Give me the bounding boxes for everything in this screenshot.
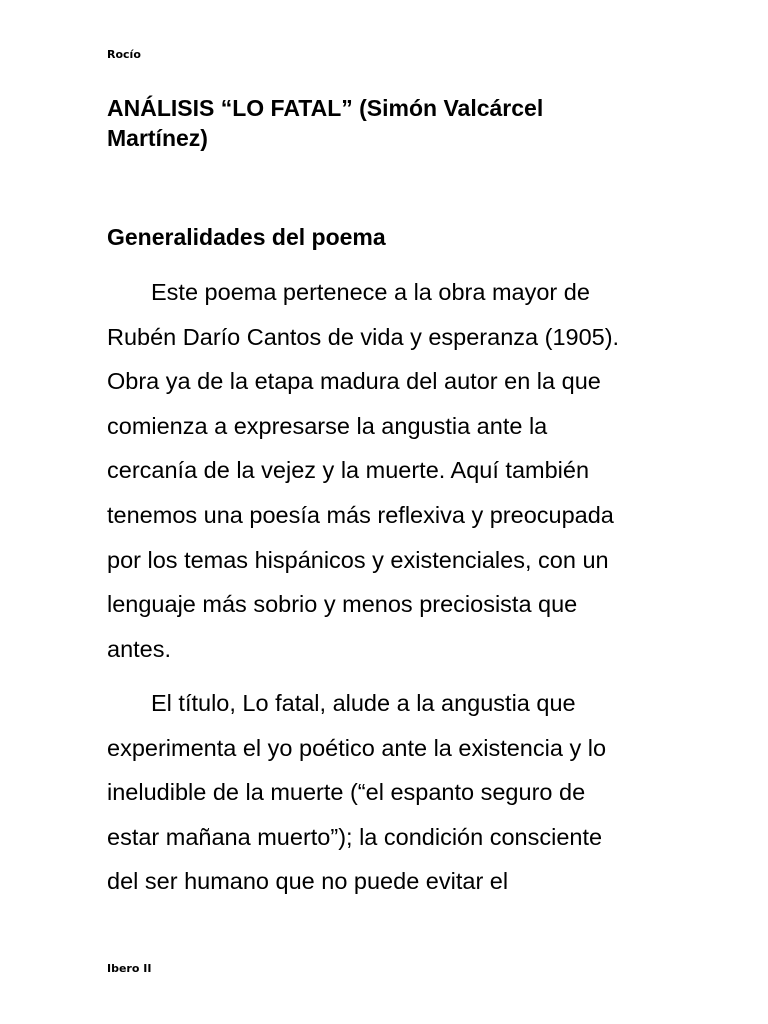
section-heading: Generalidades del poema xyxy=(107,224,386,250)
paragraph-line: estar mañana muerto”); la condición consciente xyxy=(107,823,603,850)
document-title-line-2: Martínez) xyxy=(107,125,208,151)
document-title-line-1: ANÁLISIS “LO FATAL” (Simón Valcárcel xyxy=(107,95,544,121)
paragraph-line: cercanía de la vejez y la muerte. Aquí también xyxy=(107,457,590,484)
paragraph-2 xyxy=(107,681,667,904)
paragraph-line: tenemos una poesía más reflexiva y preocupada xyxy=(107,501,614,528)
paragraph-line: Este poema pertenece a la obra mayor de xyxy=(151,279,590,305)
paragraph-line: lenguaje más sobrio y menos preciosista que xyxy=(107,591,578,618)
paragraph-line: experimenta el yo poético ante la existencia y lo xyxy=(107,734,607,761)
paragraph-line: antes. xyxy=(107,635,172,662)
paragraph-line: comienza a expresarse la angustia ante la xyxy=(107,412,548,439)
paragraph-line: El título, Lo fatal, alude a la angustia que xyxy=(151,690,576,716)
paragraph-1 xyxy=(107,270,667,671)
paragraph-line: Obra ya de la etapa madura del autor en la que xyxy=(107,368,601,395)
document-title xyxy=(107,93,667,153)
paragraph-line: del ser humano que no puede evitar el xyxy=(107,868,509,895)
paragraph-line: por los temas hispánicos y existenciales, con un xyxy=(107,546,609,573)
paragraph-line: Rubén Darío Cantos de vida y esperanza (1905). xyxy=(107,323,620,350)
page-header-author: Rocío xyxy=(107,48,141,61)
page-footer-course: Ibero II xyxy=(107,962,152,975)
paragraph-line: ineludible de la muerte (“el espanto seguro de xyxy=(107,779,586,806)
